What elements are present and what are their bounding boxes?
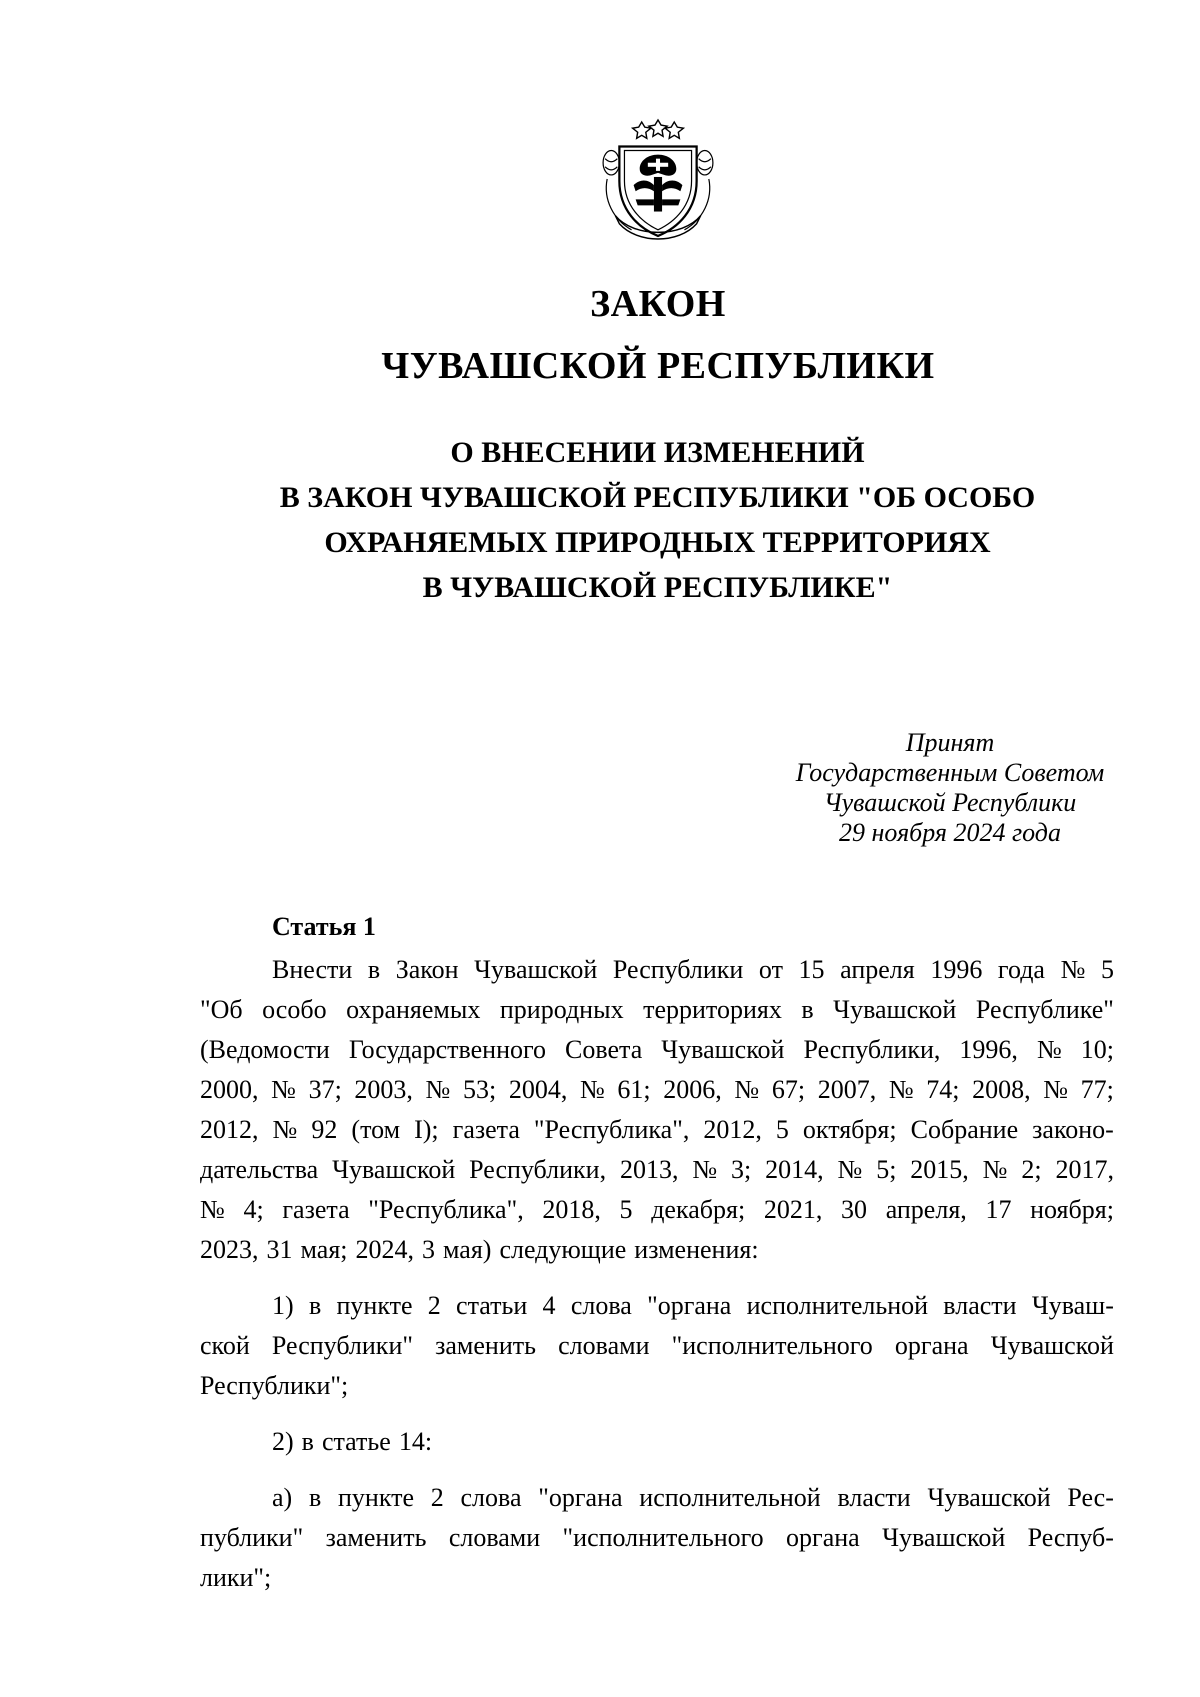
text-line: [200, 1326, 1114, 1366]
word: 53;: [462, 1075, 497, 1104]
word: 4;: [243, 1195, 264, 1224]
word: органа: [894, 1331, 969, 1360]
word: 2: [427, 1291, 441, 1320]
word: Чувашской: [332, 1155, 456, 1184]
word: Совета: [565, 1035, 643, 1064]
word: следующие: [499, 1235, 627, 1264]
word: (Ведомости: [200, 1035, 330, 1064]
word: 3: [422, 1235, 435, 1264]
word: 2003,: [354, 1075, 413, 1104]
word: 3;: [731, 1155, 752, 1184]
article-heading: Статья 1: [272, 912, 376, 941]
adoption-note: [780, 728, 1120, 848]
text-line: [200, 1110, 1114, 1150]
word: лики";: [200, 1563, 272, 1592]
word: №: [837, 1155, 863, 1184]
text-line: [200, 1558, 1114, 1598]
word: 1): [272, 1291, 294, 1320]
subject-line: В ЧУВАШСКОЙ РЕСПУБЛИКЕ": [422, 571, 893, 604]
word: 5;: [876, 1155, 897, 1184]
word: статьи: [456, 1291, 528, 1320]
word: 31: [266, 1235, 293, 1264]
word: Респуб-: [1027, 1523, 1114, 1552]
word: октября;: [802, 1115, 897, 1144]
text-line: [200, 1150, 1114, 1190]
word: территориях: [643, 995, 782, 1024]
text-line: [200, 990, 1114, 1030]
word: 17: [985, 1195, 1012, 1224]
word: №: [272, 1115, 298, 1144]
word: Республике": [975, 995, 1114, 1024]
word: №: [425, 1075, 451, 1104]
word: №: [734, 1075, 760, 1104]
article-body: [200, 950, 1114, 1598]
word: исполнительной: [746, 1291, 929, 1320]
text-line: [200, 950, 1114, 990]
word: апреля,: [885, 1195, 967, 1224]
word: 2013,: [619, 1155, 679, 1184]
word: в: [308, 1483, 322, 1512]
word: декабря;: [651, 1195, 746, 1224]
text-line: [200, 1366, 1114, 1406]
word: "Об: [200, 995, 243, 1024]
word: №: [982, 1155, 1008, 1184]
word: "исполнительного: [671, 1331, 873, 1360]
text-line: [200, 1478, 1114, 1518]
word: 5: [1100, 955, 1114, 984]
text-line: [200, 1422, 1114, 1462]
word: Рес-: [1067, 1483, 1114, 1512]
word: №: [1060, 955, 1086, 984]
adoption-line: Чувашской Республики: [823, 788, 1077, 817]
word: "органа: [538, 1483, 623, 1512]
word: №: [1036, 1035, 1062, 1064]
word: ской: [200, 1331, 250, 1360]
word: (том: [351, 1115, 401, 1144]
word: Чуваш-: [1031, 1291, 1114, 1320]
word: словами: [448, 1523, 541, 1552]
word: словами: [558, 1331, 650, 1360]
word: "органа: [647, 1291, 732, 1320]
word: от: [758, 955, 783, 984]
word: 2014,: [765, 1155, 824, 1184]
text-line: [200, 1190, 1114, 1230]
word: 2;: [1021, 1155, 1042, 1184]
word: Чувашской: [661, 1035, 785, 1064]
word: №: [888, 1075, 914, 1104]
word: пункте: [337, 1483, 415, 1512]
word: 2006,: [663, 1075, 722, 1104]
word: 2007,: [817, 1075, 877, 1104]
word: "Республика",: [368, 1195, 524, 1224]
word: Республики,: [469, 1155, 607, 1184]
adoption-line: Государственным Советом: [795, 758, 1105, 787]
word: Республики: [612, 955, 744, 984]
word: 2004,: [508, 1075, 568, 1104]
word: I);: [414, 1115, 439, 1144]
word: Закон: [395, 955, 459, 984]
word: 92: [311, 1115, 338, 1144]
word: органа: [786, 1523, 860, 1552]
word: власти: [837, 1483, 911, 1512]
word: "Республика",: [533, 1115, 690, 1144]
word: мая;: [300, 1235, 348, 1264]
word: Чувашской: [474, 955, 598, 984]
word: слова: [570, 1291, 632, 1320]
word: газета: [282, 1195, 350, 1224]
word: законо-: [1032, 1115, 1114, 1144]
word: 2: [430, 1483, 444, 1512]
word: апреля: [840, 955, 915, 984]
word: 37;: [308, 1075, 342, 1104]
law-title-republic: ЧУВАШСКОЙ РЕСПУБЛИКИ: [381, 345, 935, 387]
subject-line: О ВНЕСЕНИИ ИЗМЕНЕНИЙ: [450, 436, 865, 469]
word: года: [997, 955, 1045, 984]
word: Республики";: [200, 1371, 349, 1400]
word: 2008,: [972, 1075, 1031, 1104]
subject-line: ОХРАНЯЕМЫХ ПРИРОДНЫХ ТЕРРИТОРИЯХ: [324, 526, 991, 559]
word: в: [367, 955, 381, 984]
word: заменить: [435, 1331, 536, 1360]
word: в: [308, 1291, 322, 1320]
word: 15: [798, 955, 825, 984]
word: 2000,: [200, 1075, 259, 1104]
word: публики": [200, 1523, 304, 1552]
adoption-date: 29 ноября 2024 года: [839, 818, 1061, 847]
word: 2012,: [703, 1115, 762, 1144]
word: мая): [443, 1235, 492, 1264]
word: 2012,: [200, 1115, 259, 1144]
word: 10;: [1080, 1035, 1114, 1064]
word: природных: [499, 995, 624, 1024]
word: 2015,: [910, 1155, 969, 1184]
word: Собрание: [910, 1115, 1019, 1144]
text-line: [200, 1230, 1114, 1270]
word: 4: [542, 1291, 556, 1320]
word: 67;: [771, 1075, 806, 1104]
word: Чувашской: [882, 1523, 1006, 1552]
word: газета: [452, 1115, 520, 1144]
word: 5: [775, 1115, 789, 1144]
word: Государственного: [348, 1035, 547, 1064]
word: №: [692, 1155, 718, 1184]
word: №: [200, 1195, 225, 1224]
word: Чувашской: [927, 1483, 1051, 1512]
subject-line: В ЗАКОН ЧУВАШСКОЙ РЕСПУБЛИКИ "ОБ ОСОБО: [279, 481, 1036, 514]
word: 1996,: [959, 1035, 1018, 1064]
adoption-line: Принят: [905, 728, 995, 757]
text-line: [200, 1286, 1114, 1326]
word: ноября;: [1030, 1195, 1114, 1224]
word: Чувашской: [833, 995, 957, 1024]
word: охраняемых: [346, 995, 481, 1024]
word: "исполнительного: [562, 1523, 764, 1552]
word: а): [272, 1483, 293, 1512]
word: 61;: [617, 1075, 651, 1104]
word: 5: [619, 1195, 633, 1224]
word: 2024,: [355, 1235, 414, 1264]
law-subject: [200, 430, 1115, 610]
word: слова: [460, 1483, 522, 1512]
word: в: [801, 995, 814, 1024]
word: исполнительной: [639, 1483, 821, 1512]
coat-of-arms-icon: [597, 118, 719, 240]
law-title-word: ЗАКОН: [590, 283, 726, 325]
word: №: [1043, 1075, 1069, 1104]
word: №: [271, 1075, 296, 1104]
word: изменения:: [634, 1235, 759, 1264]
word: 1996: [930, 955, 983, 984]
text-line: [200, 1070, 1114, 1110]
word: заменить: [325, 1523, 427, 1552]
word: 2017,: [1055, 1155, 1114, 1184]
word: дательства: [200, 1155, 319, 1184]
word: Внести: [272, 955, 353, 984]
word: Республики": [271, 1331, 413, 1360]
word: 2023,: [200, 1235, 259, 1264]
word: пункте: [336, 1291, 413, 1320]
text-line: [200, 1518, 1114, 1558]
word: №: [579, 1075, 605, 1104]
word: власти: [943, 1291, 1017, 1320]
text-line: [200, 1030, 1114, 1070]
word: особо: [262, 995, 327, 1024]
word: 30: [841, 1195, 868, 1224]
word: 77;: [1080, 1075, 1114, 1104]
word: статье: [321, 1427, 391, 1456]
word: 14:: [398, 1427, 433, 1456]
word: Республики,: [803, 1035, 941, 1064]
word: Чувашской: [990, 1331, 1114, 1360]
word: 74;: [926, 1075, 960, 1104]
word: 2): [272, 1427, 294, 1456]
word: в: [301, 1427, 314, 1456]
word: 2018,: [542, 1195, 601, 1224]
word: 2021,: [763, 1195, 823, 1224]
